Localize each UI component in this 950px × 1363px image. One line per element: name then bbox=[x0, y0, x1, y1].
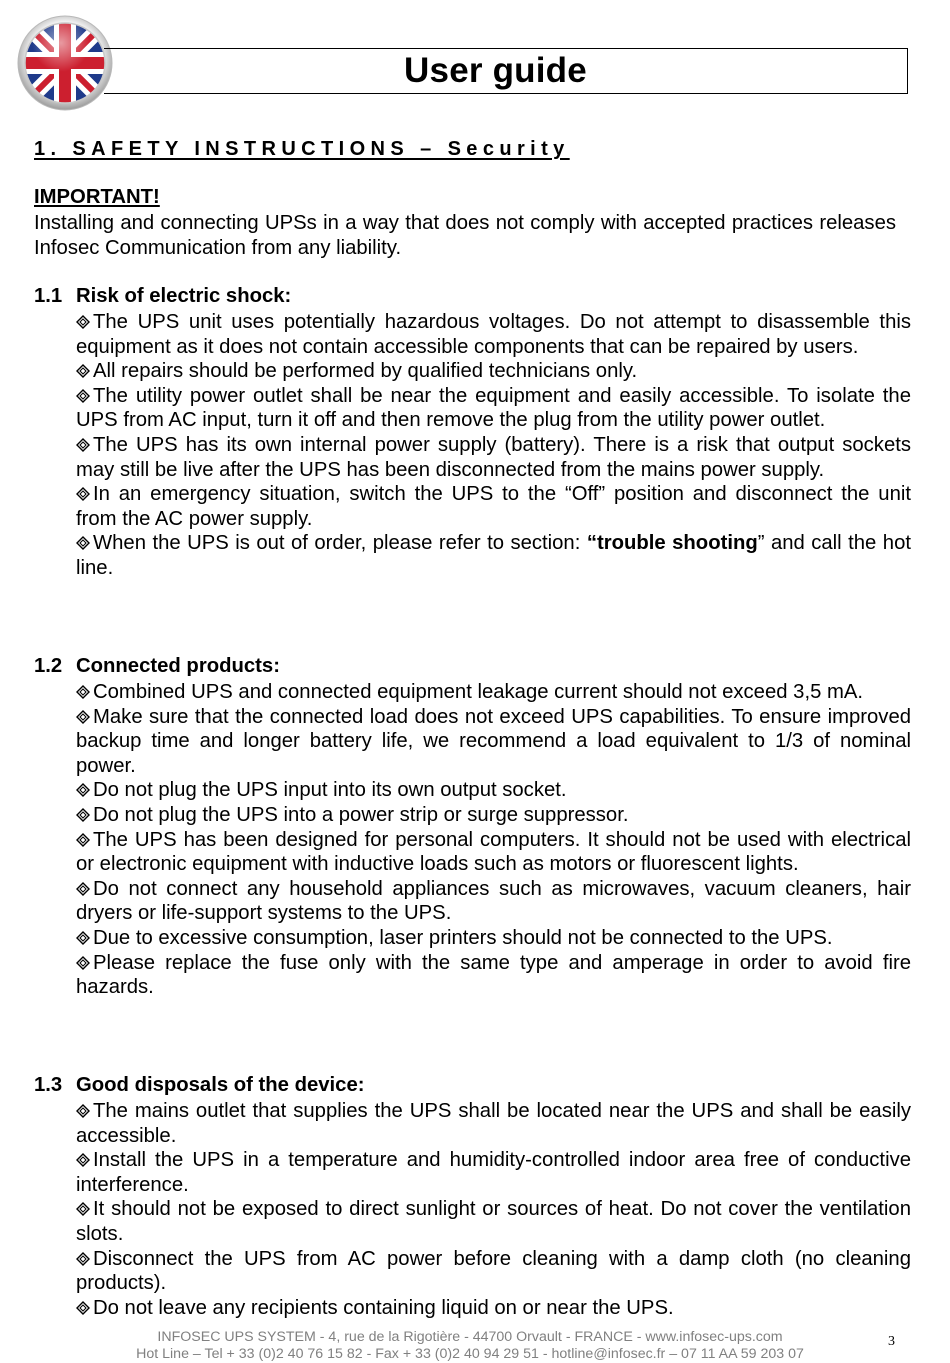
diamond-bullet-icon bbox=[76, 536, 90, 550]
footer-contact: Hot Line – Tel + 33 (0)2 40 76 15 82 - Fax + 33 (0)2 40 94 29 51 - hotline@infosec.fr – 07 11 AA 59 203 07 bbox=[136, 1346, 804, 1362]
list-item: Please replace the fuse only with the same type and amperage in order to avoid fire hazards. bbox=[76, 951, 911, 999]
diamond-bullet-icon bbox=[76, 1202, 90, 1216]
list-item: Do not plug the UPS into a power strip or surge suppressor. bbox=[76, 803, 911, 828]
intro-paragraph: Installing and connecting UPSs in a way that does not comply with accepted practices releases Infosec Communication from any liability. bbox=[34, 212, 896, 259]
diamond-bullet-icon bbox=[76, 1104, 90, 1118]
diamond-bullet-icon bbox=[76, 315, 90, 329]
diamond-bullet-icon bbox=[76, 685, 90, 699]
trouble-shooting-reference: “trouble shooting bbox=[586, 532, 758, 555]
diamond-bullet-icon bbox=[76, 833, 90, 847]
subsection-title: Connected products: bbox=[76, 655, 280, 677]
list-item: The UPS unit uses potentially hazardous voltages. Do not attempt to disassemble this equipment as it does not contain accessible components that can be repaired by users. bbox=[76, 311, 911, 358]
union-jack-flag-icon bbox=[17, 15, 113, 111]
diamond-bullet-icon bbox=[76, 882, 90, 896]
diamond-bullet-icon bbox=[76, 364, 90, 378]
list-item: The utility power outlet shall be near the equipment and easily accessible. To isolate the UPS from AC input, turn it off and then remove the plug from the utility power outlet. bbox=[76, 384, 911, 432]
list-item: The UPS has its own internal power supply (battery). There is a risk that output sockets may still be live after the UPS has been disconnected from the mains power supply. bbox=[76, 433, 911, 481]
list-item: Make sure that the connected load does not exceed UPS capabilities. To ensure improved backup time and longer battery life, we recommend a load equivalent to 1/3 of nominal power. bbox=[76, 705, 911, 777]
subsection-heading-1-2 bbox=[34, 655, 280, 678]
list-item: All repairs should be performed by qualified technicians only. bbox=[76, 359, 911, 384]
subsection-number: 1.1 bbox=[34, 285, 63, 307]
diamond-bullet-icon bbox=[76, 1252, 90, 1266]
diamond-bullet-icon bbox=[76, 783, 90, 797]
diamond-bullet-icon bbox=[76, 438, 90, 452]
diamond-bullet-icon bbox=[76, 487, 90, 501]
list-item: In an emergency situation, switch the UPS to the “Off” position and disconnect the unit from the AC power supply. bbox=[76, 483, 911, 530]
diamond-bullet-icon bbox=[76, 808, 90, 822]
list-item: When the UPS is out of order, please refer to section: “trouble shooting” and call the hot line. bbox=[76, 532, 911, 579]
diamond-bullet-icon bbox=[76, 956, 90, 970]
page-number: 3 bbox=[888, 1334, 895, 1349]
list-item: Install the UPS in a temperature and humidity-controlled indoor area free of conductive interference. bbox=[76, 1149, 911, 1196]
page-footer bbox=[0, 1329, 950, 1363]
list-item: The UPS has been designed for personal computers. It should not be used with electrical or electronic equipment with inductive loads such as motors or fluorescent lights. bbox=[76, 828, 911, 876]
title-box bbox=[104, 48, 908, 94]
footer-address: INFOSEC UPS SYSTEM - 4, rue de la Rigotière - 44700 Orvault - FRANCE - www.infosec-ups.com bbox=[157, 1329, 783, 1345]
bullet-list-1-2 bbox=[76, 680, 911, 1000]
subsection-heading-1-1 bbox=[34, 285, 291, 308]
page-title: User guide bbox=[404, 51, 587, 90]
diamond-bullet-icon bbox=[76, 931, 90, 945]
list-item: The mains outlet that supplies the UPS shall be located near the UPS and shall be easily accessible. bbox=[76, 1100, 911, 1147]
list-item: Do not leave any recipients containing liquid on or near the UPS. bbox=[76, 1296, 911, 1321]
diamond-bullet-icon bbox=[76, 389, 90, 403]
list-item: Due to excessive consumption, laser printers should not be connected to the UPS. bbox=[76, 926, 911, 951]
bullet-list-1-1 bbox=[76, 310, 911, 581]
list-item: Combined UPS and connected equipment leakage current should not exceed 3,5 mA. bbox=[76, 680, 911, 705]
subsection-title: Risk of electric shock: bbox=[76, 285, 292, 307]
list-item: Do not connect any household appliances such as microwaves, vacuum cleaners, hair dryers or life-support systems to the UPS. bbox=[76, 877, 911, 925]
bullet-list-1-3 bbox=[76, 1099, 911, 1320]
diamond-bullet-icon bbox=[76, 1153, 90, 1167]
diamond-bullet-icon bbox=[76, 710, 90, 724]
list-item: Disconnect the UPS from AC power before cleaning with a damp cloth (no cleaning products). bbox=[76, 1247, 911, 1295]
section-heading: 1. SAFETY INSTRUCTIONS – Security bbox=[34, 138, 570, 160]
subsection-number: 1.3 bbox=[34, 1074, 63, 1096]
subsection-title: Good disposals of the device: bbox=[76, 1074, 365, 1096]
list-item: Do not plug the UPS input into its own output socket. bbox=[76, 778, 911, 803]
subsection-number: 1.2 bbox=[34, 655, 63, 677]
subsection-heading-1-3 bbox=[34, 1074, 365, 1097]
diamond-bullet-icon bbox=[76, 1301, 90, 1315]
list-item: It should not be exposed to direct sunlight or sources of heat. Do not cover the ventilation slots. bbox=[76, 1198, 911, 1245]
important-label: IMPORTANT! bbox=[34, 186, 160, 208]
